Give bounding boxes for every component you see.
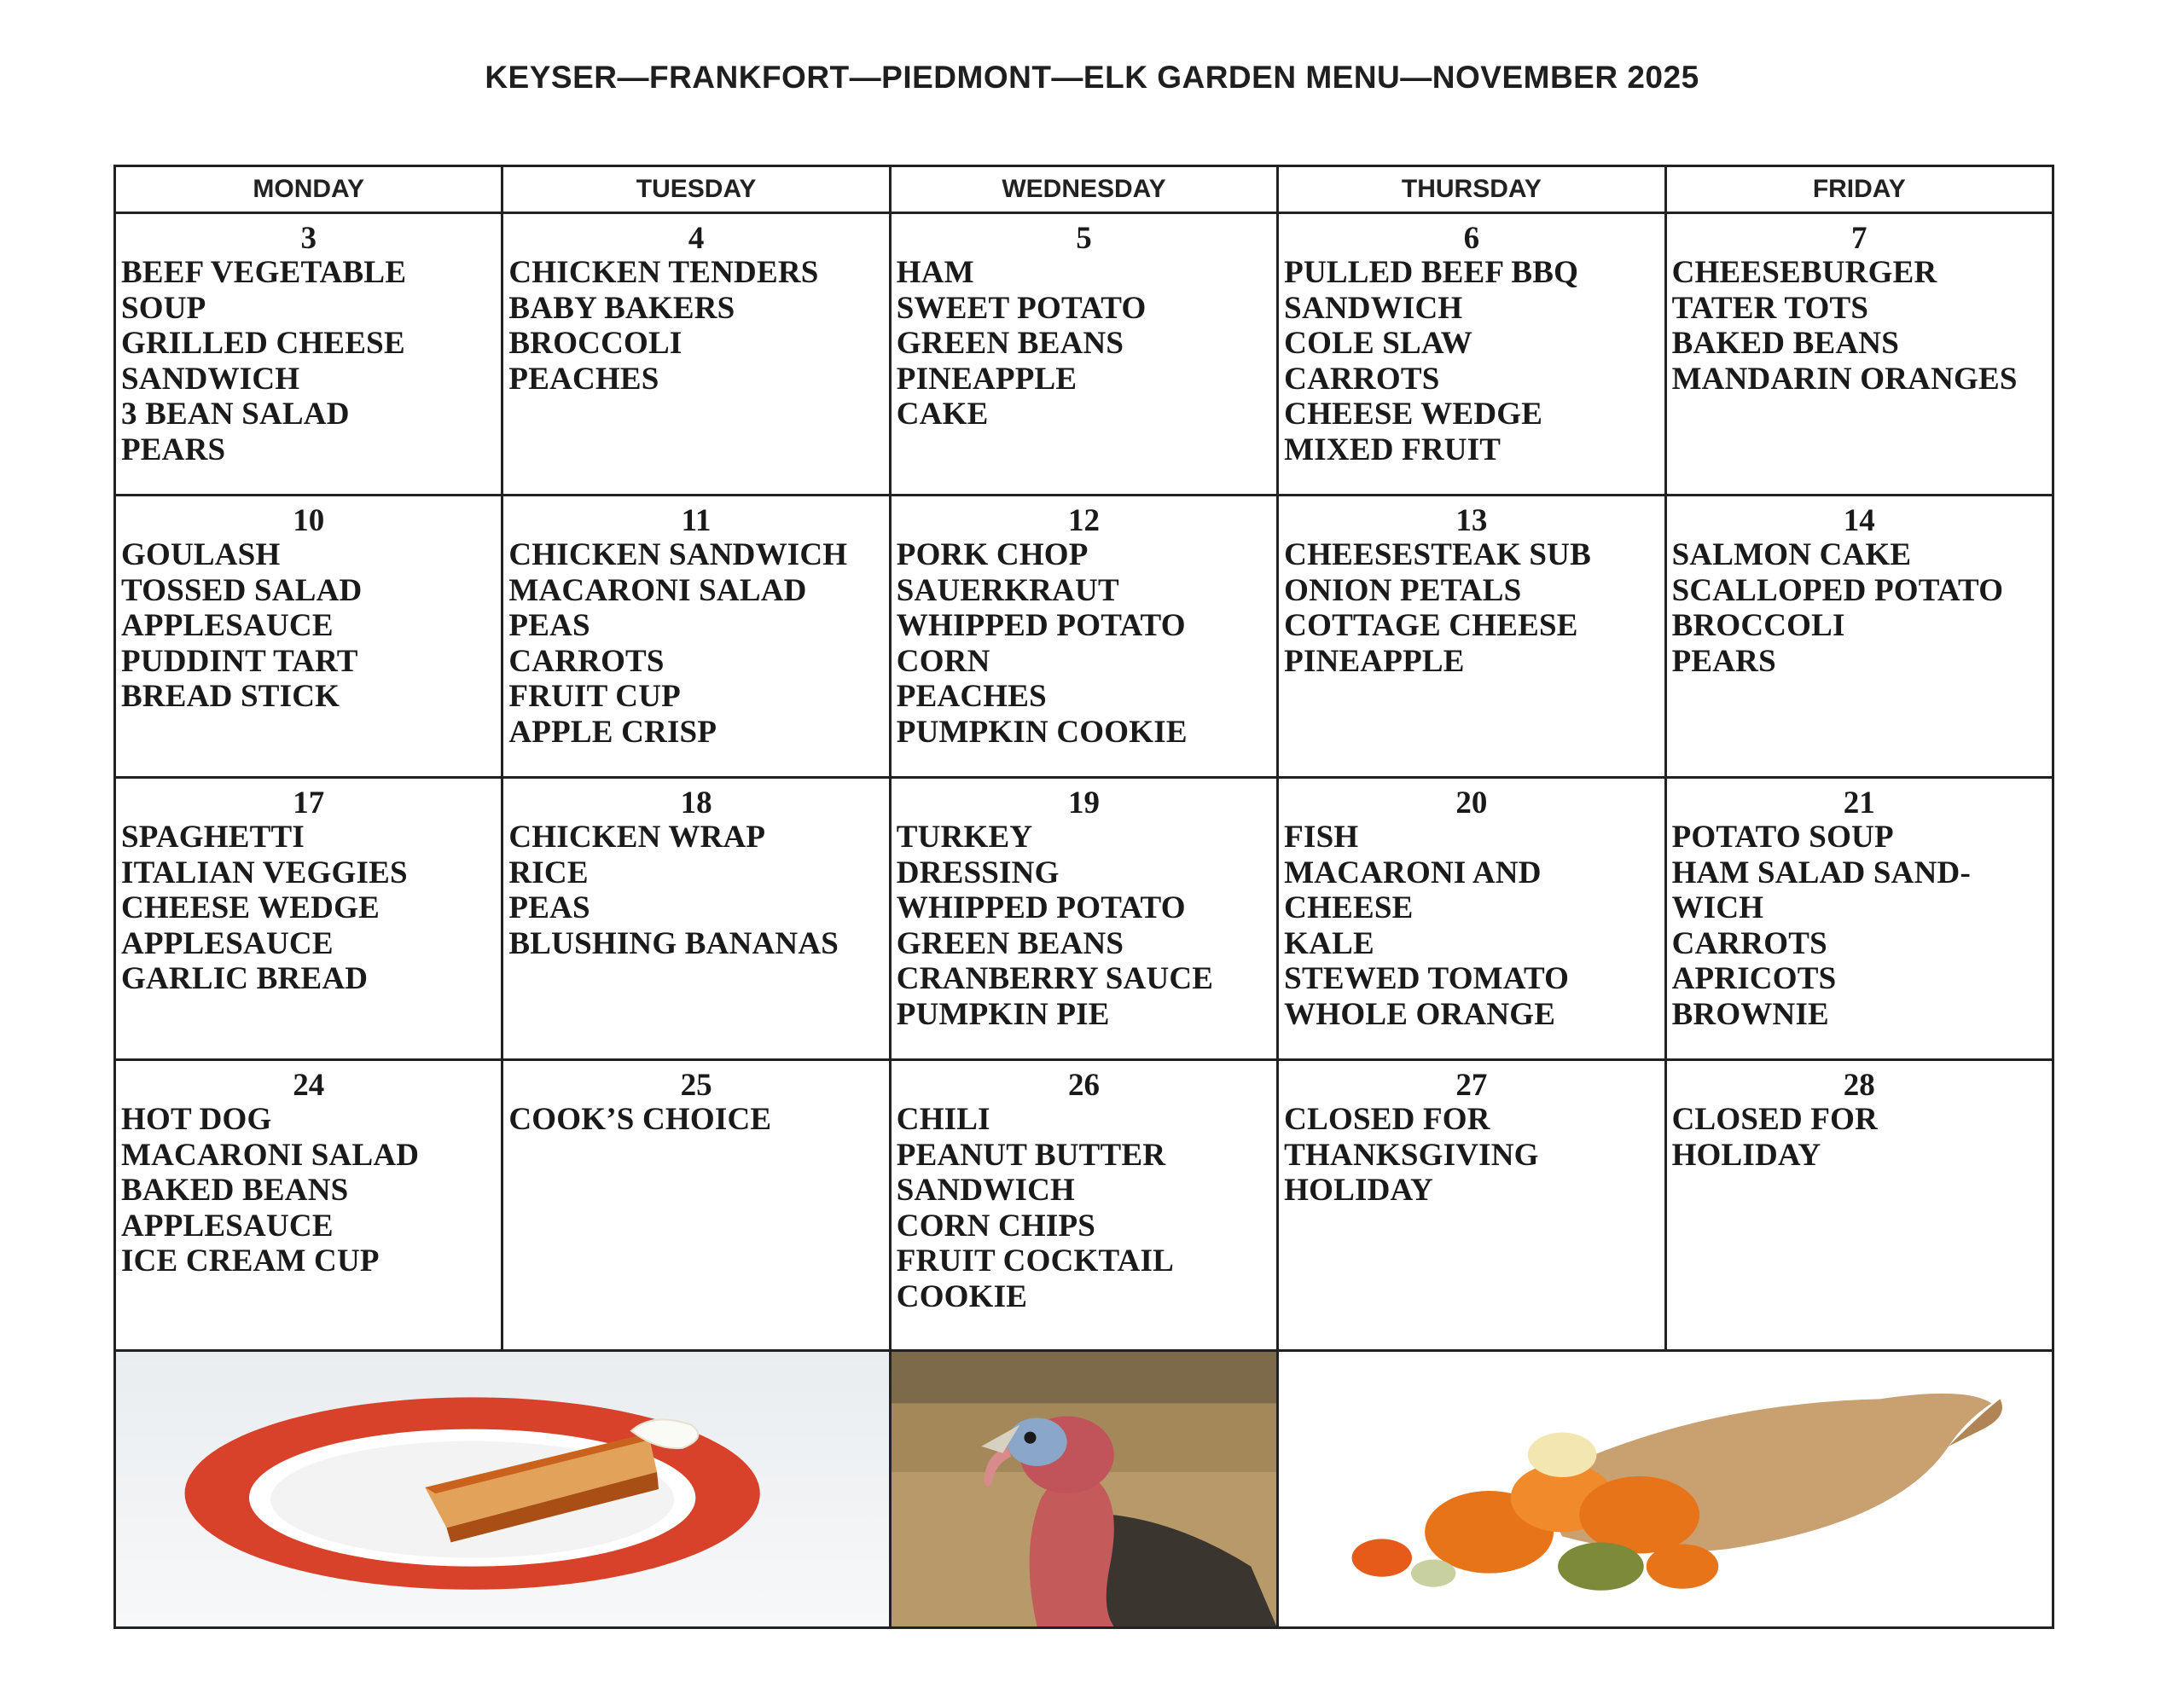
menu-item: CORN CHIPS [896,1208,1096,1244]
menu-item: APRICOTS [1671,961,1837,996]
weeks-body [115,213,2053,1351]
header-monday: MONDAY [115,166,502,213]
menu-item: KALE [1284,925,1374,961]
week-row [115,1060,2053,1351]
menu-item: PEACHES [508,361,659,397]
menu-item-list [503,537,888,750]
menu-item: PORK CHOP [896,537,1089,572]
menu-item: SAUERKRAUT [896,572,1119,608]
day-cell-monday [115,778,502,1060]
cornucopia-cell [1278,1351,2053,1628]
menu-item-list [116,537,501,715]
day-cell-tuesday [502,1060,890,1351]
pumpkin-pie-image [116,1352,889,1626]
menu-item: CHEESE WEDGE [1284,397,1543,432]
menu-item: TURKEY [896,820,1033,855]
day-number: 28 [1843,1068,1875,1103]
menu-item: CHEESEBURGER [1671,255,1937,290]
menu-item: CARROTS [1284,361,1440,397]
day-cell-friday [1665,1060,2053,1351]
day-cell-wednesday [890,1060,1277,1351]
day-number: 10 [293,503,325,538]
menu-item: PEACHES [896,679,1047,714]
menu-item: GRILLED CHEESE [121,326,405,361]
menu-item: CLOSED FOR [1671,1102,1879,1137]
menu-item: PEANUT BUTTER [896,1137,1166,1173]
menu-item-list [1667,255,2052,397]
menu-item: BLUSHING BANANAS [508,925,839,961]
day-cell-friday [1665,213,2053,496]
menu-calendar [113,165,2054,1629]
menu-item: CHICKEN TENDERS [508,255,819,290]
menu-item: SANDWICH [1284,290,1463,326]
day-number: 17 [293,786,325,820]
week-row [115,778,2053,1060]
menu-item: MACARONI SALAD [121,1137,420,1173]
menu-item: APPLESAUCE [121,608,334,643]
day-number: 19 [1067,786,1100,820]
menu-item-list [1667,1102,2052,1173]
menu-item: PULLED BEEF BBQ [1284,255,1579,290]
day-cell-friday [1665,778,2053,1060]
day-cell-thursday [1278,778,1665,1060]
menu-item: BROWNIE [1671,996,1829,1032]
menu-item: CORN [896,643,990,679]
menu-item: COLE SLAW [1284,326,1472,361]
menu-item: TOSSED SALAD [121,572,363,608]
menu-item: CARROTS [508,643,665,679]
menu-item: FISH [1284,820,1359,855]
menu-item: FRUIT COCKTAIL [896,1244,1175,1278]
menu-item: PEARS [121,432,226,467]
day-cell-wednesday [890,778,1277,1060]
menu-item: CHICKEN WRAP [508,820,766,855]
menu-item: ITALIAN VEGGIES [121,855,408,890]
menu-item: APPLESAUCE [121,1208,334,1244]
menu-item: DRESSING [896,855,1060,890]
menu-item: COTTAGE CHEESE [1284,608,1578,643]
menu-item: MACARONI AND [1284,855,1542,890]
menu-item: MACARONI SALAD [508,572,807,608]
menu-item: WHIPPED POTATO [896,890,1186,925]
menu-item-list [116,820,501,997]
menu-item: SALMON CAKE [1671,537,1912,572]
menu-item: WHIPPED POTATO [896,608,1186,643]
day-cell-tuesday [502,778,890,1060]
menu-item: SANDWICH [896,1173,1076,1208]
menu-item: HOLIDAY [1284,1173,1433,1208]
menu-item-list [503,820,888,961]
day-number: 18 [680,786,712,820]
menu-item: THANKSGIVING [1284,1137,1539,1173]
menu-item-list [503,1102,888,1138]
menu-item-list [503,255,888,397]
menu-item: GARLIC BREAD [121,961,369,996]
day-number: 26 [1067,1068,1100,1103]
menu-item-list [1279,1102,1664,1209]
menu-item: CRANBERRY SAUCE [896,961,1214,996]
image-row [115,1351,2053,1628]
menu-item: PUMPKIN PIE [896,996,1110,1032]
menu-item-list [1279,820,1664,1032]
turkey-image [892,1352,1276,1626]
menu-item-list [892,537,1276,750]
header-thursday: THURSDAY [1278,166,1665,213]
menu-item: POTATO SOUP [1671,820,1894,855]
day-number: 21 [1843,786,1875,820]
turkey-cell [890,1351,1277,1628]
header-wednesday: WEDNESDAY [890,166,1277,213]
day-number: 5 [1076,221,1092,256]
menu-item: SCALLOPED POTATO [1671,572,2004,608]
menu-item: BAKED BEANS [1671,326,1899,361]
day-cell-wednesday [890,496,1277,778]
menu-item: PEAS [508,608,590,643]
menu-item: PINEAPPLE [1284,643,1465,679]
day-number: 24 [293,1068,325,1103]
menu-item: HOLIDAY [1671,1137,1821,1173]
menu-item: CAKE [896,397,989,432]
week-row [115,496,2053,778]
day-cell-thursday [1278,496,1665,778]
day-number: 25 [680,1068,712,1103]
page-title: KEYSER—FRANKFORT—PIEDMONT—ELK GARDEN MENU—NOVEMBER 2025 [485,60,1699,95]
day-cell-monday [115,213,502,496]
menu-item-list [116,1102,501,1279]
menu-item-list [116,255,501,467]
day-number: 14 [1843,503,1875,538]
menu-item: BAKED BEANS [121,1173,349,1208]
menu-item: CHEESE [1284,890,1414,925]
cornucopia-image [1279,1352,2052,1626]
menu-item: PINEAPPLE [896,361,1077,397]
menu-item: BROCCOLI [508,326,682,361]
menu-item-list [892,1102,1276,1314]
menu-item: HOT DOG [121,1102,272,1137]
menu-item: SWEET POTATO [896,290,1147,326]
header-friday: FRIDAY [1665,166,2053,213]
menu-item: APPLESAUCE [121,925,334,961]
menu-item: 3 BEAN SALAD [121,397,350,432]
menu-item: CHILI [896,1102,990,1137]
menu-item: CHEESESTEAK SUB [1284,537,1591,572]
menu-item-list [1667,537,2052,679]
menu-item: COOKIE [896,1278,1028,1314]
menu-item: PUMPKIN COOKIE [896,714,1188,750]
day-cell-monday [115,496,502,778]
menu-item: CHICKEN SANDWICH [508,537,848,572]
menu-item: MIXED FRUIT [1284,432,1502,467]
menu-item: STEWED TOMATO [1284,961,1570,996]
day-number: 7 [1851,221,1867,256]
menu-item: CLOSED FOR [1284,1102,1490,1137]
menu-item: SPAGHETTI [121,820,305,855]
menu-item: SOUP [121,290,206,326]
day-cell-tuesday [502,496,890,778]
day-cell-wednesday [890,213,1277,496]
menu-item: GREEN BEANS [896,925,1124,961]
menu-item: CHEESE WEDGE [121,890,380,925]
day-cell-thursday [1278,213,1665,496]
menu-item: FRUIT CUP [508,679,681,714]
menu-item-list [892,255,1276,432]
menu-item: GOULASH [121,537,281,572]
day-number: 27 [1455,1068,1488,1103]
menu-item: BABY BAKERS [508,290,735,326]
menu-item: BREAD STICK [121,679,340,714]
day-number: 4 [688,221,705,256]
menu-item: BEEF VEGETABLE [121,255,407,290]
day-cell-friday [1665,496,2053,778]
day-number: 3 [300,221,317,256]
menu-item-list [1279,255,1664,467]
menu-item: TATER TOTS [1671,290,1869,326]
day-number: 12 [1067,503,1100,538]
day-cell-thursday [1278,1060,1665,1351]
pie-cell [115,1351,891,1628]
day-number: 13 [1455,503,1488,538]
menu-item: ICE CREAM CUP [121,1244,380,1278]
menu-item: APPLE CRISP [508,714,717,750]
menu-item: HAM [896,255,974,290]
day-number: 11 [681,503,712,538]
day-cell-tuesday [502,213,890,496]
menu-item: WICH [1671,890,1764,925]
menu-item: HAM SALAD SAND- [1671,855,1971,890]
menu-item: BROCCOLI [1671,608,1845,643]
menu-item: ONION PETALS [1284,572,1522,608]
day-cell-monday [115,1060,502,1351]
menu-item: GREEN BEANS [896,326,1124,361]
header-tuesday: TUESDAY [502,166,890,213]
menu-item-list [892,820,1276,1032]
menu-item: WHOLE ORANGE [1284,996,1556,1032]
menu-item: COOK’S CHOICE [508,1102,772,1137]
day-number: 20 [1455,786,1488,820]
menu-item: PEAS [508,890,590,925]
menu-item-list [1279,537,1664,679]
menu-item: RICE [508,855,589,890]
menu-item: CARROTS [1671,925,1827,961]
weekday-header-row [115,166,2053,213]
menu-item: PUDDINT TART [121,643,358,679]
menu-item: PEARS [1671,643,1776,679]
menu-item-list [1667,820,2052,1032]
menu-item: SANDWICH [121,361,300,397]
week-row [115,213,2053,496]
menu-item: MANDARIN ORANGES [1671,361,2018,397]
day-number: 6 [1463,221,1480,256]
